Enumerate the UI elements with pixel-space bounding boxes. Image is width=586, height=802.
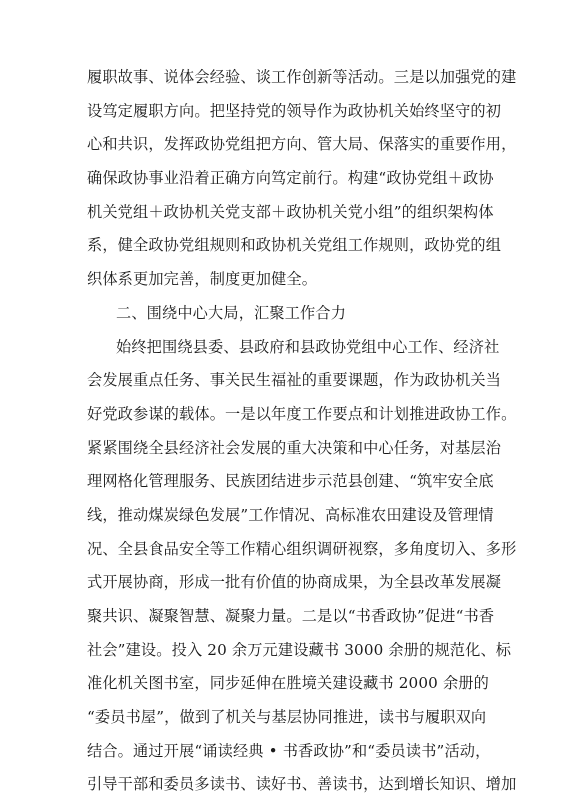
text-line: 履职故事、说体会经验、谈工作创新等活动。三是以加强党的建 xyxy=(87,68,517,86)
text-line: 结合。通过开展“诵读经典 • 书香政协”和“委员读书”活动， xyxy=(87,741,491,760)
text-line: 理网格化管理服务、民族团结进步示范县创建、“筑牢安全底 xyxy=(87,472,494,491)
text-line: 式开展协商，形成一批有价值的协商成果，为全县改革发展凝 xyxy=(87,573,502,592)
section-heading: 二、围绕中心大局，汇聚工作合力 xyxy=(116,303,347,322)
body-text xyxy=(87,61,517,802)
text-line: 紧紧围绕全县经济社会发展的重大决策和中心任务，对基层治 xyxy=(87,438,502,457)
text-line: “委员书屋”，做到了机关与基层协同推进，读书与履职双向 xyxy=(87,708,487,727)
text-line: 准化机关图书室，同步延伸在胜境关建设藏书 2000 余册的 xyxy=(87,674,489,693)
text-line: 况、全县食品安全等工作精心组织调研视察，多角度切入、多形 xyxy=(87,539,517,558)
text-line: 好党政参谋的载体。一是以年度工作要点和计划推进政协工作。 xyxy=(87,404,517,423)
text-line: 系，健全政协党组规则和政协机关党组工作规则，政协党的组 xyxy=(87,236,502,255)
text-line: 会发展重点任务、事关民生福祉的重要课题，作为政协机关当 xyxy=(87,371,502,390)
text-line: 聚共识、凝聚智慧、凝聚力量。二是以“书香政协”促进“书香 xyxy=(87,607,495,625)
text-line: 织体系更加完善，制度更加健全。 xyxy=(87,270,318,289)
text-line: 始终把围绕县委、县政府和县政协党组中心工作、经济社 xyxy=(116,337,500,356)
text-line: 心和共识，发挥政协党组把方向、管大局、保落实的重要作用， xyxy=(87,135,517,154)
text-line: 引导干部和委员多读书、读好书、善读书，达到增长知识、增加 xyxy=(87,775,517,794)
text-line: 机关党组＋政协机关党支部＋政协机关党小组”的组织架构体 xyxy=(87,202,494,221)
text-line: 确保政协事业沿着正确方向笃定前行。构建“政协党组＋政协 xyxy=(87,169,494,188)
text-line: 设笃定履职方向。把坚持党的领导作为政协机关始终坚守的初 xyxy=(87,101,502,120)
text-line: 线，推动煤炭绿色发展”工作情况、高标准农田建设及管理情 xyxy=(87,505,494,524)
text-line: 社会”建设。投入 20 余万元建设藏书 3000 余册的规范化、标 xyxy=(87,640,512,659)
